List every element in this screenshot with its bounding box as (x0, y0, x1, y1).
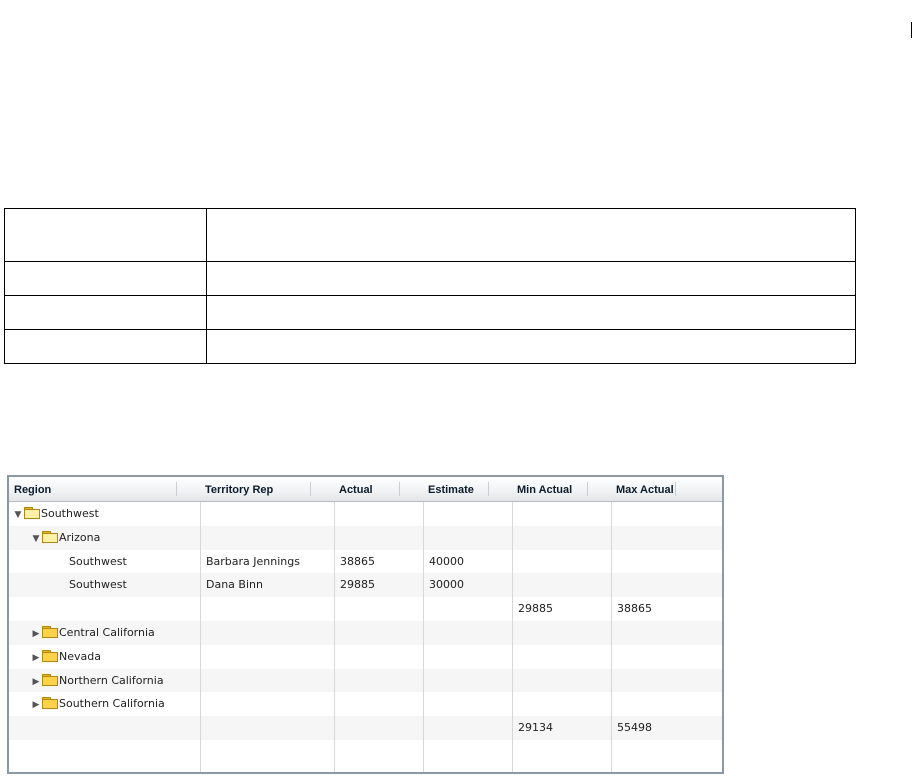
expand-triangle-closed-icon[interactable]: ▶ (32, 700, 40, 711)
column-resize-handle[interactable] (488, 482, 489, 496)
column-resize-handle[interactable] (587, 482, 588, 496)
region-cell (69, 573, 127, 597)
table-row (5, 262, 856, 296)
open-folder-icon (24, 507, 40, 518)
region-cell (31, 692, 165, 716)
column-resize-handle[interactable] (675, 482, 676, 496)
region-cell (31, 669, 164, 693)
region-label: Central California (59, 626, 155, 639)
grid-row[interactable] (9, 645, 722, 669)
grid-row[interactable] (9, 621, 722, 645)
column-header-region[interactable]: Region (14, 484, 52, 496)
column-divider (423, 502, 424, 772)
column-resize-handle[interactable] (399, 482, 400, 496)
actual-cell: 38865 (340, 554, 375, 568)
expand-triangle-closed-icon[interactable]: ▶ (32, 652, 40, 663)
region-label: Northern California (59, 673, 164, 687)
actual-cell: 29885 (340, 578, 375, 592)
table-cell (207, 330, 856, 364)
grid-row[interactable] (9, 692, 722, 716)
table-cell (5, 296, 207, 330)
column-header-max-actual[interactable]: Max Actual (616, 484, 674, 496)
grid-row[interactable] (9, 740, 722, 764)
closed-folder-icon (42, 674, 58, 685)
advanced-data-grid[interactable] (7, 475, 724, 774)
table-cell (207, 296, 856, 330)
column-header-estimate[interactable]: Estimate (428, 484, 474, 496)
grid-row[interactable] (9, 669, 722, 693)
table-cell (207, 262, 856, 296)
column-resize-handle[interactable] (176, 482, 177, 496)
region-cell (13, 502, 99, 526)
grid-row[interactable] (9, 550, 722, 574)
table-cell (5, 330, 207, 364)
min-actual-cell: 29134 (518, 721, 553, 735)
estimate-cell: 30000 (429, 578, 464, 592)
min-actual-cell: 29885 (518, 602, 553, 616)
column-header-territory-rep[interactable]: Territory Rep (205, 484, 274, 496)
column-resize-handle[interactable] (310, 482, 311, 496)
region-cell (31, 645, 101, 669)
region-label: Southern California (59, 697, 165, 711)
grid-row[interactable] (9, 597, 722, 621)
grid-header (9, 477, 722, 502)
region-label: Southwest (69, 554, 127, 568)
max-actual-cell: 38865 (617, 602, 652, 616)
column-header-min-actual[interactable]: Min Actual (517, 484, 573, 496)
table-cell (5, 209, 207, 262)
territory-rep-cell: Dana Binn (206, 578, 263, 592)
max-actual-cell: 55498 (617, 721, 652, 735)
region-cell (69, 550, 127, 574)
expand-triangle-open-icon[interactable]: ▼ (32, 533, 40, 544)
region-label: Southwest (69, 578, 127, 592)
column-divider (611, 502, 612, 772)
column-divider (512, 502, 513, 772)
region-cell (31, 621, 155, 645)
territory-rep-cell: Barbara Jennings (206, 554, 300, 568)
estimate-cell: 40000 (429, 554, 464, 568)
grid-row[interactable] (9, 716, 722, 740)
expand-triangle-closed-icon[interactable]: ▶ (32, 629, 40, 639)
expand-triangle-closed-icon[interactable]: ▶ (32, 676, 40, 687)
table-cell (5, 262, 207, 296)
closed-folder-icon (42, 650, 58, 661)
expand-triangle-open-icon[interactable]: ▼ (14, 510, 22, 520)
grid-row[interactable] (9, 502, 722, 526)
table-row (5, 209, 856, 262)
open-folder-icon (42, 531, 58, 542)
empty-table (4, 208, 856, 364)
column-divider (200, 502, 201, 772)
grid-row[interactable] (9, 573, 722, 597)
closed-folder-icon (42, 697, 58, 708)
region-label: Southwest (41, 507, 99, 520)
grid-body[interactable] (9, 502, 722, 772)
table-row (5, 296, 856, 330)
region-label: Nevada (59, 649, 101, 663)
region-label: Arizona (59, 530, 101, 544)
column-divider (334, 502, 335, 772)
table-cell (207, 209, 856, 262)
grid-row[interactable] (9, 526, 722, 550)
table-row (5, 330, 856, 364)
closed-folder-icon (42, 626, 58, 637)
text-cursor (911, 22, 912, 38)
region-cell (31, 526, 100, 550)
column-header-actual[interactable]: Actual (339, 484, 373, 496)
